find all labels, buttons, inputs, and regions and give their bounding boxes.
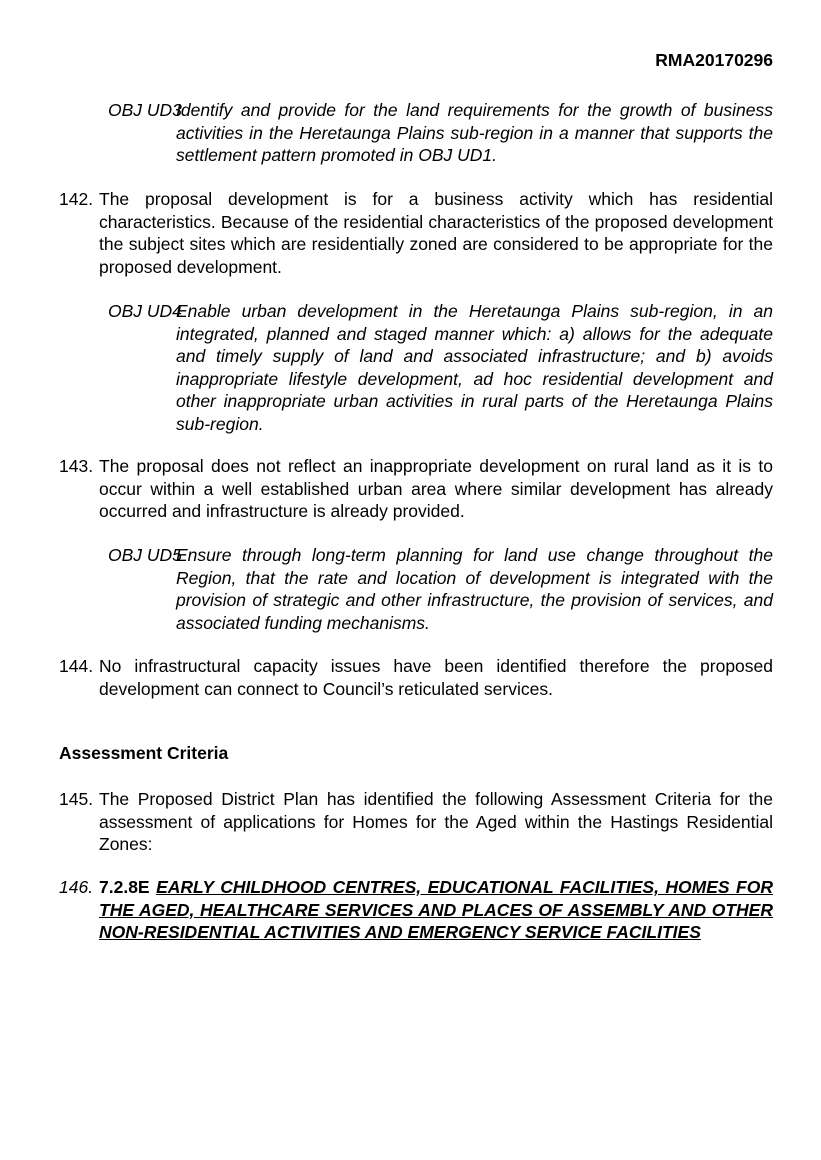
objective-ud3 bbox=[108, 99, 773, 167]
paragraph-144 bbox=[59, 655, 773, 700]
paragraph-text: No infrastructural capacity issues have been identified therefore the proposed development can connect to Council’s reticulated services. bbox=[99, 656, 773, 699]
paragraph-number: 144. bbox=[59, 656, 94, 676]
paragraph-146 bbox=[59, 876, 773, 944]
rule-code: 7.2.8E bbox=[99, 877, 150, 897]
paragraph-number: 142. bbox=[59, 189, 94, 209]
paragraph-145 bbox=[59, 788, 773, 856]
section-heading: Assessment Criteria bbox=[59, 743, 229, 763]
objective-text: Ensure through long-term planning for land use change throughout the Region, that the rate and location of development is integrated with the provision of strategic and other infrastructure, the provision of services, and associated funding mechanisms. bbox=[176, 545, 773, 633]
objective-ud4 bbox=[108, 300, 773, 435]
paragraph-number: 143. bbox=[59, 456, 94, 476]
objective-code: OBJ UD3 bbox=[108, 100, 182, 120]
objective-code: OBJ UD5 bbox=[108, 545, 182, 565]
paragraph-text: The Proposed District Plan has identified the following Assessment Criteria for the assessment of applications for Homes for the Aged within the Hastings Residential Zones: bbox=[99, 789, 773, 854]
objective-text: Identify and provide for the land requirements for the growth of business activities in the Heretaunga Plains sub-region in a manner that supports the settlement pattern promoted in OBJ UD1. bbox=[176, 100, 773, 165]
objective-text: Enable urban development in the Heretaunga Plains sub-region, in an integrated, planned and staged manner which: a) allows for the adequate and timely supply of land and associated infrastructure; and b) avoids inappropriate lifestyle development, ad hoc residential development and other inappropriate urban activities in rural parts of the Heretaunga Plains sub-region. bbox=[176, 301, 773, 434]
paragraph-text bbox=[59, 876, 773, 944]
rule-title: EARLY CHILDHOOD CENTRES, EDUCATIONAL FACILITIES, HOMES FOR THE AGED, HEALTHCARE SERVICES AND PLACES OF ASSEMBLY AND OTHER NON-RESIDENTIAL ACTIVITIES AND EMERGENCY SERVICE FACILITIES bbox=[99, 877, 773, 942]
objective-code: OBJ UD4 bbox=[108, 301, 182, 321]
document-reference: RMA20170296 bbox=[655, 50, 773, 70]
paragraph-text: The proposal does not reflect an inappropriate development on rural land as it is to occur within a well established urban area where similar development has already occurred and infrastructure is already provided. bbox=[99, 456, 773, 521]
objective-ud5 bbox=[108, 544, 773, 634]
paragraph-number: 145. bbox=[59, 789, 94, 809]
paragraph-143 bbox=[59, 455, 773, 523]
paragraph-text: The proposal development is for a business activity which has residential characteristics. Because of the residential characteristics of the proposed development the subject sites which are residentially zoned are considered to be appropriate for the proposed development. bbox=[99, 189, 773, 277]
paragraph-142 bbox=[59, 188, 773, 278]
paragraph-number: 146. bbox=[59, 877, 94, 897]
